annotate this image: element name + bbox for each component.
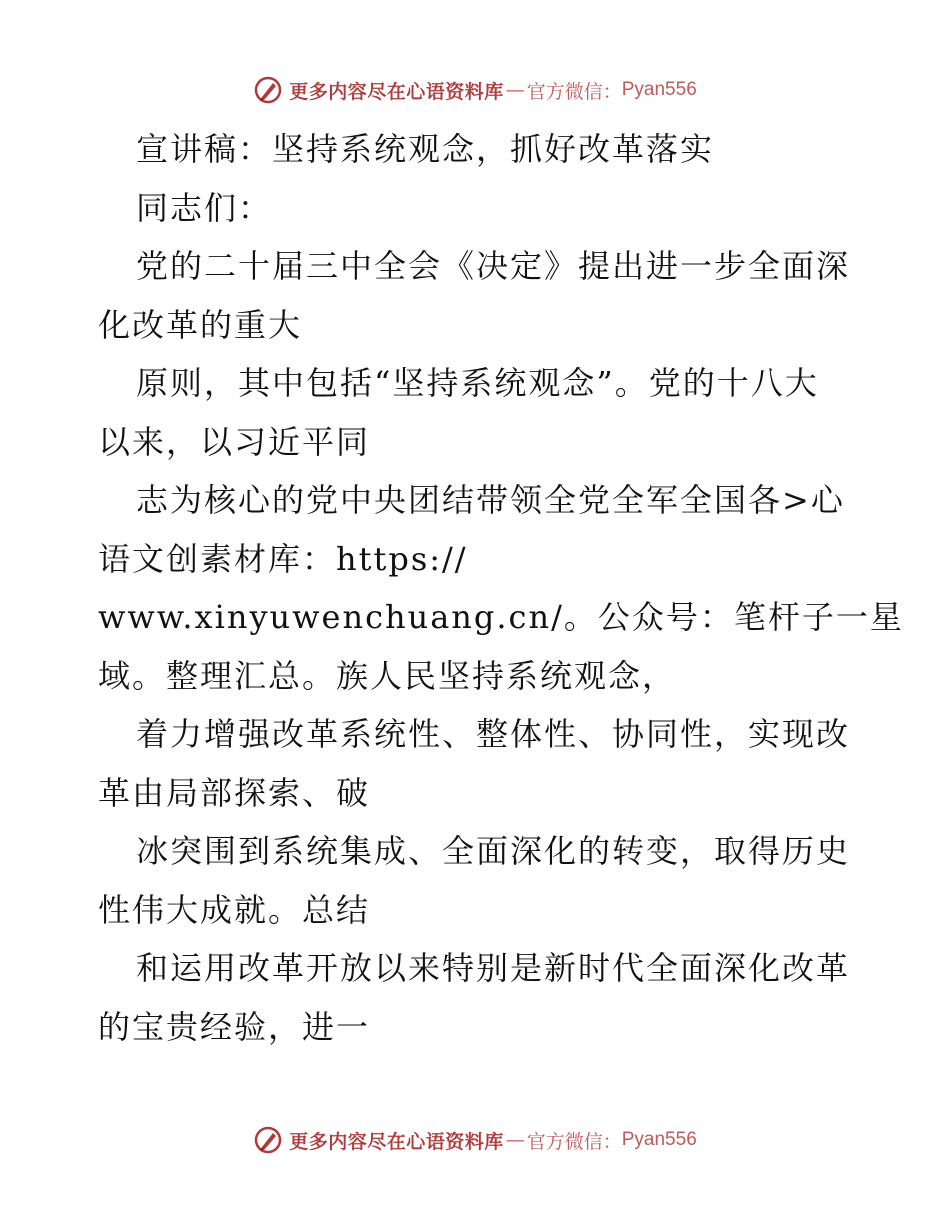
footer-watermark (0, 1120, 950, 1160)
text-line: 党的二十届三中全会《决定》提出进一步全面深 (136, 247, 851, 285)
text-line-url: www.xinyuwenchuang.cn/。公众号：笔杆子一星 (98, 598, 904, 636)
text-line: 化改革的重大 (98, 305, 303, 344)
watermark-wechat-id: Pyan556 (621, 79, 697, 100)
text-line: 和运用改革开放以来特别是新时代全面深化改革 (136, 949, 851, 987)
text-line: 的宝贵经验，进一 (98, 1007, 371, 1046)
watermark-text: 更多内容尽在心语资料库 (289, 80, 504, 103)
pen-logo-icon (253, 75, 283, 105)
watermark-wechat-id: Pyan556 (621, 1129, 697, 1150)
watermark-separator: — (505, 1129, 525, 1151)
text-line: 革由局部探索、破 (98, 773, 371, 812)
watermark-wechat-label: 官方微信： (526, 1130, 622, 1153)
salutation: 同志们： (136, 188, 273, 227)
document-body (98, 120, 904, 1056)
text-line: 性伟大成就。总结 (98, 890, 371, 929)
text-line: 以来，以习近平同 (98, 422, 371, 461)
text-line: 语文创素材库：https:// (98, 539, 468, 578)
pen-logo-icon (253, 1125, 283, 1155)
watermark-text: 更多内容尽在心语资料库 (289, 1130, 504, 1153)
text-line: 志为核心的党中央团结带领全党全军全国各>心 (136, 481, 845, 519)
watermark-separator: — (505, 79, 525, 101)
text-line: 域。整理汇总。族人民坚持系统观念， (98, 656, 677, 695)
text-line: 冰突围到系统集成、全面深化的转变，取得历史 (136, 832, 851, 870)
watermark-wechat-label: 官方微信： (526, 80, 622, 103)
text-line: 着力增强改革系统性、整体性、协同性，实现改 (136, 715, 851, 753)
text-line: 原则，其中包括“坚持系统观念”。党的十八大 (136, 364, 819, 402)
header-watermark (0, 70, 950, 110)
document-title: 宣讲稿：坚持系统观念，抓好改革落实 (136, 130, 715, 168)
